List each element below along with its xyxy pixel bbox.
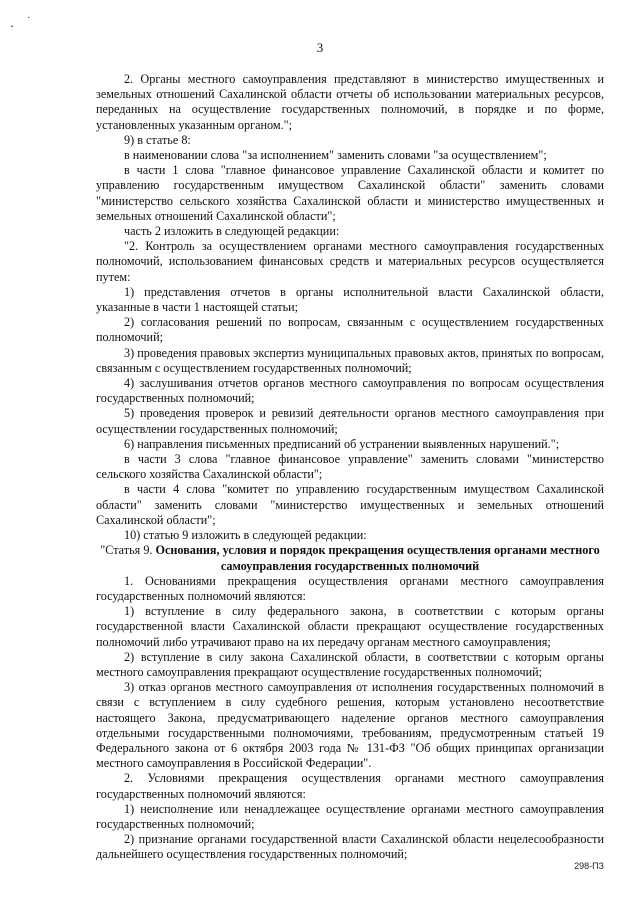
list-item: 5) проведения проверок и ревизий деятельности органов местного самоуправления при осуществлении государственных полномочий;: [96, 406, 604, 436]
list-item: 2) вступление в силу закона Сахалинской области, в соответствии с которым органы местного самоуправления прекращают осуществление государственных полномочий;: [96, 649, 604, 679]
paragraph: в части 1 слова "главное финансовое управление Сахалинской области и комитет по управлению государственным имуществом Сахалинской области" заменить словами "министерство сельского хозяйства Сахалинской области и министерство имущественных и земельных отношений Сахалинской области";: [96, 163, 604, 223]
paragraph: в наименовании слова "за исполнением" заменить словами "за осуществлением";: [124, 148, 547, 163]
list-item: 3) отказ органов местного самоуправления от исполнения государственных полномочий в связи с вступлением в силу судебного решения, которым установлено несоответствие настоящего Закона, предусматривающего наделение органов местного самоуправления отдельными государственными полномочиями, требованиям, предусмотренным статьей 19 Федерального закона от 6 октября 2003 года № 131-ФЗ "Об общих принципах организации местного самоуправления в Российской Федерации".: [96, 680, 604, 771]
paragraph: 2. Условиями прекращения осуществления органами местного самоуправления государственных полномочий являются:: [96, 771, 604, 801]
list-item: 1) неисполнение или ненадлежащее осуществление органами местного самоуправления государственных полномочий;: [96, 801, 604, 831]
article-heading: [96, 543, 604, 573]
list-item: 1) представления отчетов в органы исполнительной власти Сахалинской области, указанные в части 1 настоящей статьи;: [96, 284, 604, 315]
list-item: 6) направления письменных предписаний об устранении выявленных нарушений.";: [124, 436, 560, 451]
article-prefix: "Статья 9.: [100, 543, 156, 558]
paragraph: 10) статью 9 изложить в следующей редакции:: [124, 528, 367, 543]
list-item: 3) проведения правовых экспертиз муниципальных правовых актов, принятых по вопросам, связанным с осуществлением государственных полномочий;: [96, 345, 604, 375]
paragraph: 2. Органы местного самоуправления представляют в министерство имущественных и земельных отношений Сахалинской области отчеты об использовании материальных ресурсов, переданных на осуществление государственных полномочий, в порядке и по форме, установленных указанным органом.";: [96, 72, 604, 132]
article-title: Основания, условия и порядок прекращения осуществления органами местного самоуправления государственных полномочий: [155, 543, 600, 573]
list-item: 2) признание органами государственной власти Сахалинской области нецелесообразности дальнейшего осуществления государственных полномочий;: [96, 832, 604, 862]
paragraph: 1. Основаниями прекращения осуществления органами местного самоуправления государственных полномочий являются:: [96, 573, 604, 603]
list-item: 4) заслушивания отчетов органов местного самоуправления по вопросам осуществления государственных полномочий;: [96, 376, 604, 406]
paragraph: "2. Контроль за осуществлением органами местного самоуправления государственных полномочий, использованием финансовых средств и материальных ресурсов осуществляется путем:: [96, 239, 604, 284]
paragraph: в части 4 слова "комитет по управлению государственным имуществом Сахалинской области" заменить словами "министерство имущественных и земельных отношений Сахалинской области";: [96, 482, 604, 527]
footer-code: 298-ПЗ: [574, 861, 604, 871]
paragraph: в части 3 слова "главное финансовое управление" заменить словами "министерство сельского хозяйства Сахалинской области";: [96, 452, 604, 482]
paragraph: 9) в статье 8:: [124, 132, 191, 147]
paragraph: часть 2 изложить в следующей редакции:: [124, 224, 340, 239]
margin-marks: ¸ ˙: [9, 15, 36, 28]
list-item: 1) вступление в силу федерального закона, в соответствии с которым органы государственной власти Сахалинской области прекращают осуществление государственных полномочий либо утрачивают право на их передачу органам местного самоуправления;: [96, 604, 604, 649]
document-body: [96, 72, 604, 863]
page-number: 3: [316, 40, 324, 55]
list-item: 2) согласования решений по вопросам, связанным с осуществлением государственных полномочий;: [96, 315, 604, 345]
